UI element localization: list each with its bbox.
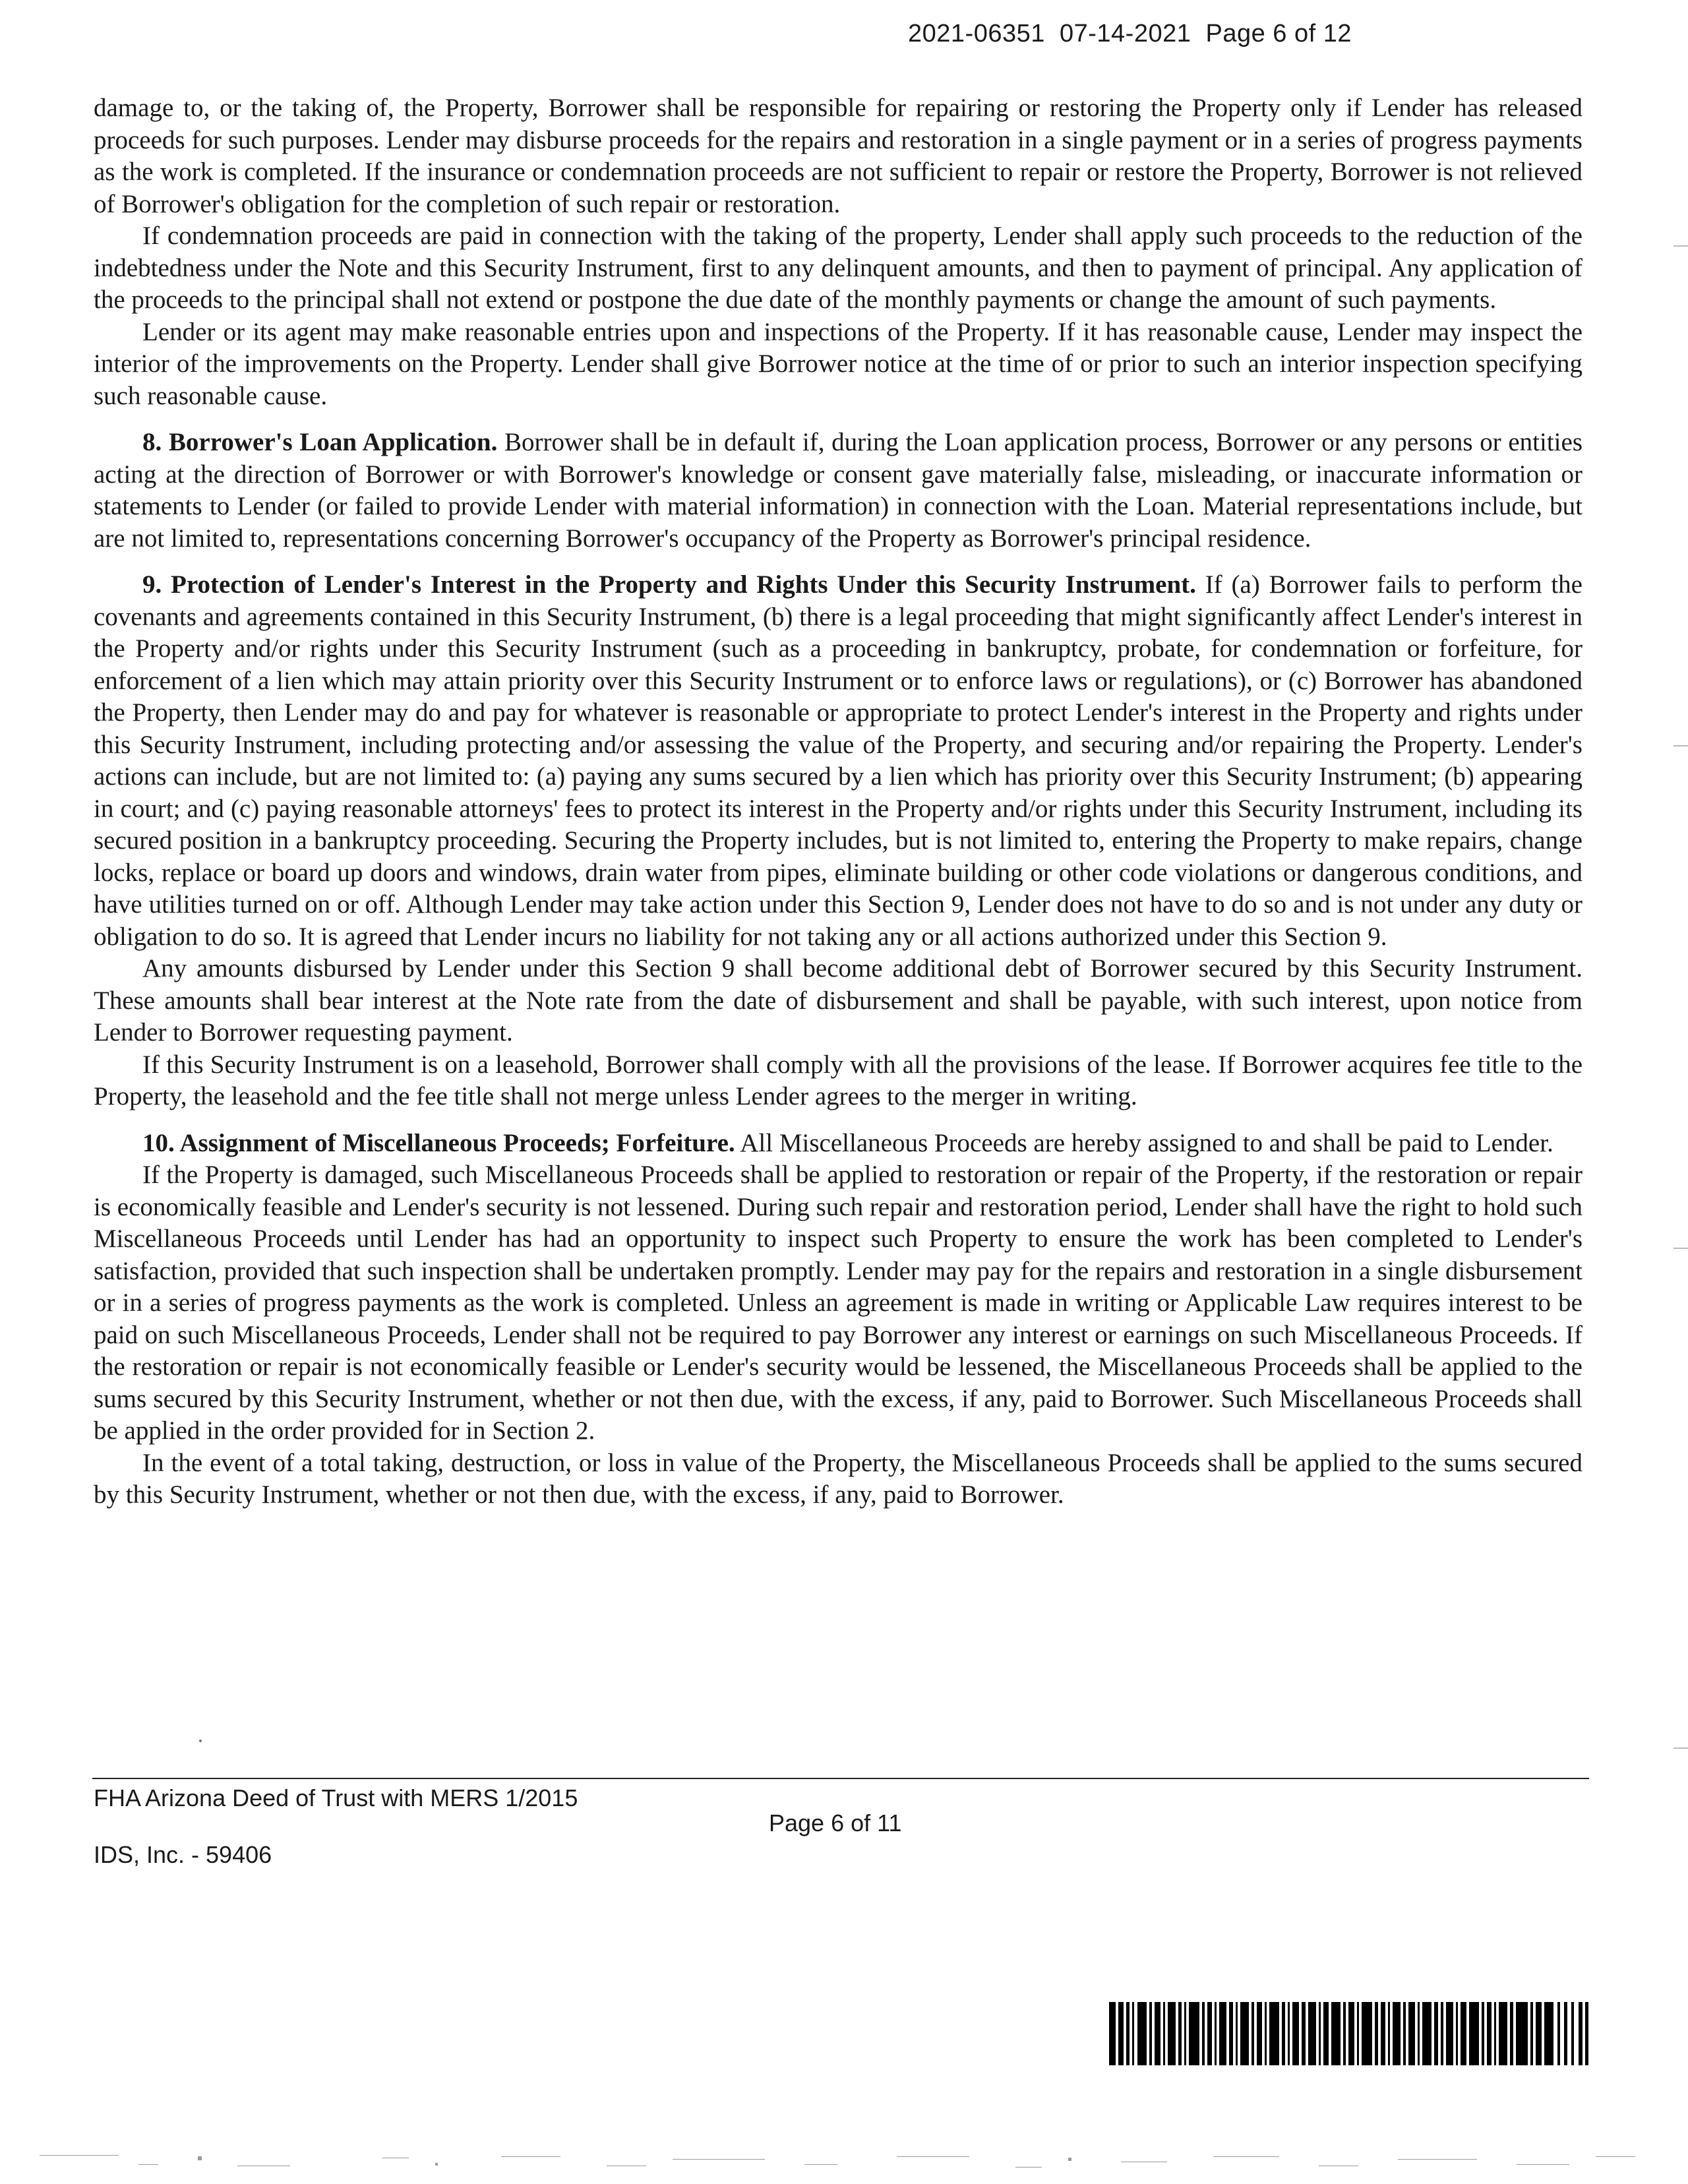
margin-tick [1673,1747,1688,1749]
footer-vendor-id: IDS, Inc. - 59406 [94,1841,272,1868]
section-9-paragraph-3: If this Security Instrument is on a leasehold, Borrower shall comply with all the provisions of the lease. If Borrower acquires fee title to the Property, the leasehold and the fee title shall not merge unless Lender agrees to the merger in writing. [94,1050,1582,1110]
section-10-text: All Miscellaneous Proceeds are hereby assigned to and shall be paid to Lender. [735,1128,1553,1157]
section-9-text: If (a) Borrower fails to perform the covenants and agreements contained in this Security Instrument, (b) there is a legal proceeding that might significantly affect Lender's interest in the Property and/or rights under this Security Instrument (such as a proceeding in bankruptcy, probate, for condemnation or forfeiture, for enforcement of a lien which may attain priority over this Security Instrument or to enforce laws or regulations), or (c) Borrower has abandoned the Property, then Lender may do and pay for whatever is reasonable or appropriate to protect Lender's interest in the Property and rights under this Security Instrument, including protecting and/or assessing the value of the Property, and securing and/or repairing the Property. Lender's actions can include, but are not limited to: (a) paying any sums secured by a lien which has priority over this Security Instrument; (b) appearing in court; and (c) paying reasonable attorneys' fees to protect its interest in the Property and/or rights under this Security Instrument, including its secured position in a bankruptcy proceeding. Securing the Property includes, but is not limited to, entering the Property to make repairs, change locks, replace or board up doors and windows, drain water from pipes, eliminate building or other code violations or dangerous conditions, and have utilities turned on or off. Although Lender may take action under this Section 9, Lender does not have to do so and is not under any duty or obligation to do so. It is agreed that Lender incurs no liability for not taking any or all actions authorized under this Section 9. [94,570,1582,951]
margin-tick [1673,1248,1688,1249]
section-9 [94,569,1582,953]
section-10-heading: 10. Assignment of Miscellaneous Proceeds; Forfeiture. [142,1128,735,1157]
section-10-paragraph-2: If the Property is damaged, such Miscellaneous Proceeds shall be applied to restoration or repair of the Property, if the restoration or repair is economically feasible and Lender's security is not lessened. During such repair and restoration period, Lender shall have the right to hold such Miscellaneous Proceeds until Lender has had an opportunity to inspect such Property to ensure the work has been completed to Lender's satisfaction, provided that such inspection shall be undertaken promptly. Lender may pay for the repairs and restoration in a single disbursement or in a series of progress payments as the work is completed. Unless an agreement is made in writing or Applicable Law requires interest to be paid on such Miscellaneous Proceeds, Lender shall not be required to pay Borrower any interest or earnings on such Miscellaneous Proceeds. If the restoration or repair is not economically feasible or Lender's security would be lessened, the Miscellaneous Proceeds shall be applied to the sums secured by this Security Instrument, whether or not then due, with the excess, if any, paid to Borrower. Such Miscellaneous Proceeds shall be applied in the order provided for in Section 2. [94,1161,1582,1445]
margin-tick [1673,245,1688,247]
paragraph-inspection: Lender or its agent may make reasonable entries upon and inspections of the Property. If it has reasonable cause, Lender may inspect the interior of the improvements on the Property. Lender shall give Borrower notice at the time of or prior to such an interior inspection specifying such reasonable cause. [94,317,1582,410]
scan-speck [199,1740,202,1742]
footer-divider [92,1778,1589,1779]
scan-edge-noise [40,2151,1648,2175]
section-9-paragraph-2: Any amounts disbursed by Lender under this Section 9 shall become additional debt of Borrower secured by this Security Instrument. These amounts shall bear interest at the Note rate from the date of disbursement and shall be payable, with such interest, upon notice from Lender to Borrower requesting payment. [94,954,1582,1046]
section-8-heading: 8. Borrower's Loan Application. [142,428,498,456]
barcode-icon [1109,2002,1589,2065]
recording-stamp: 2021-06351 07-14-2021 Page 6 of 12 [908,20,1352,47]
section-8-text: Borrower shall be in default if, during the Loan application process, Borrower or any persons or entities acting at the direction of Borrower or with Borrower's knowledge or consent gave materially false, misleading, or inaccurate information or statements to Lender (or failed to provide Lender with material information) in connection with the Loan. Material representations include, but are not limited to, representations concerning Borrower's occupancy of the Property as Borrower's principal residence. [94,428,1582,553]
section-10-paragraph-3: In the event of a total taking, destruction, or loss in value of the Property, the Miscellaneous Proceeds shall be applied to the sums secured by this Security Instrument, whether or not then due, with the excess, if any, paid to Borrower. [94,1448,1582,1509]
margin-tick [1673,745,1688,746]
footer-page-number: Page 6 of 11 [769,1809,902,1836]
paragraph-continued: damage to, or the taking of, the Property, Borrower shall be responsible for repairing or restoring the Property only if Lender has released proceeds for such purposes. Lender may disburse proceeds for the repairs and restoration in a single payment or in a series of progress payments as the work is completed. If the insurance or condemnation proceeds are not sufficient to repair or restore the Property, Borrower is not relieved of Borrower's obligation for the completion of such repair or restoration. [94,94,1582,218]
footer-form-name: FHA Arizona Deed of Trust with MERS 1/2015 [94,1784,578,1811]
section-10 [94,1128,1582,1160]
section-9-heading: 9. Protection of Lender's Interest in the Property and Rights Under this Security Instrument. [142,570,1196,599]
paragraph-condemnation: If condemnation proceeds are paid in connection with the taking of the property, Lender shall apply such proceeds to the reduction of the indebtedness under the Note and this Security Instrument, first to any delinquent amounts, and then to payment of principal. Any application of the proceeds to the principal shall not extend or postpone the due date of the monthly payments or change the amount of such payments. [94,222,1582,314]
document-body [94,92,1582,1511]
section-8 [94,427,1582,555]
